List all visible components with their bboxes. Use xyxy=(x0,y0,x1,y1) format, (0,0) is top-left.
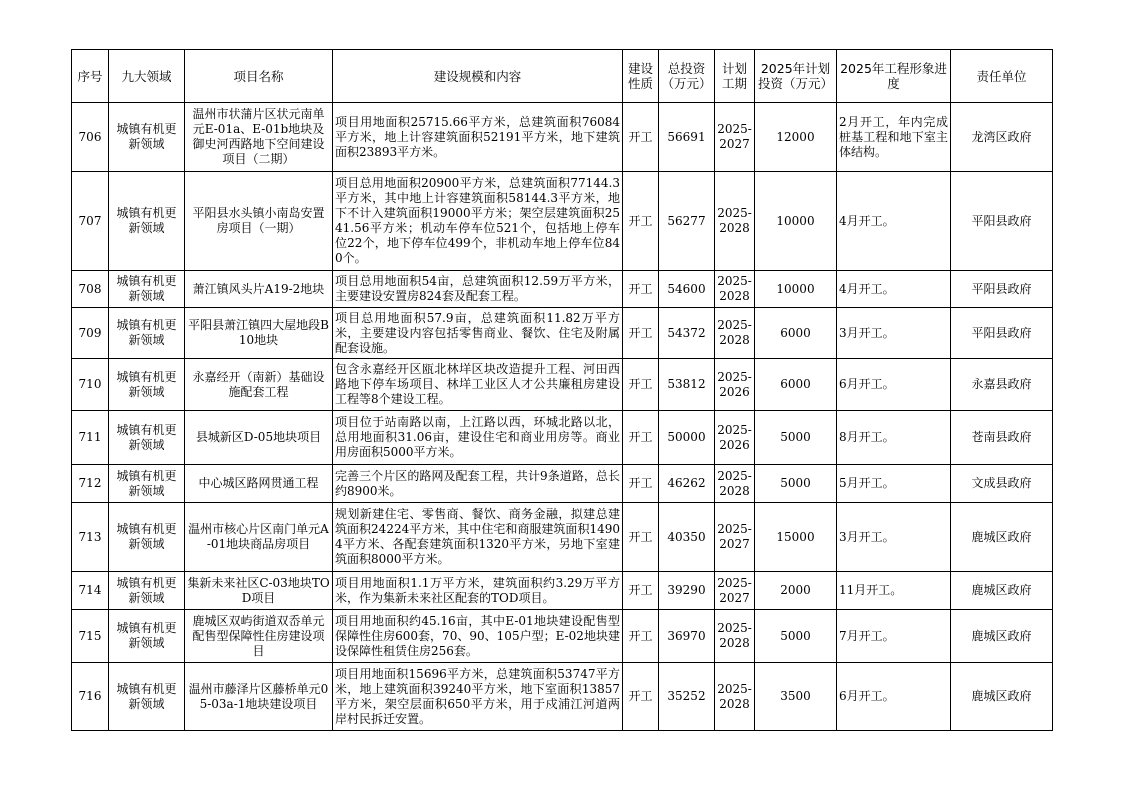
cell-content: 项目用地面积15696平方米，总建筑面积53747平方米，地上建筑面积39240平方米，地下室面积13857平方米，架空层面积650平方米，用于戍浦江河道两岸村民拆迁安置。 xyxy=(333,663,623,731)
cell-plan: 2000 xyxy=(755,572,837,610)
cell-unit: 苍南县政府 xyxy=(951,411,1053,465)
header-row xyxy=(72,50,1053,103)
cell-name: 温州市核心片区南门单元A-01地块商品房项目 xyxy=(185,503,333,572)
cell-content: 项目用地面积1.1万平方米，建筑面积约3.29万平方米，作为集新未来社区配套的TOD项目。 xyxy=(333,572,623,610)
cell-nature: 开工 xyxy=(623,271,659,308)
cell-name: 温州市藤泽片区藤桥单元05-03a-1地块建设项目 xyxy=(185,663,333,731)
header-plan-2025: 2025年计划投资（万元） xyxy=(755,50,837,103)
table-row xyxy=(72,103,1053,172)
cell-name: 集新未来社区C-03地块TOD项目 xyxy=(185,572,333,610)
cell-domain: 城镇有机更新领域 xyxy=(109,411,185,465)
header-progress-2025: 2025年工程形象进度 xyxy=(837,50,951,103)
cell-period: 2025-2028 xyxy=(715,663,755,731)
cell-nature: 开工 xyxy=(623,172,659,271)
cell-unit: 龙湾区政府 xyxy=(951,103,1053,172)
cell-progress: 11月开工。 xyxy=(837,572,951,610)
cell-plan: 15000 xyxy=(755,503,837,572)
cell-plan: 10000 xyxy=(755,271,837,308)
cell-progress: 8月开工。 xyxy=(837,411,951,465)
header-content: 建设规模和内容 xyxy=(333,50,623,103)
cell-seq: 711 xyxy=(72,411,109,465)
cell-content: 完善三个片区的路网及配套工程，共计9条道路，总长约8900米。 xyxy=(333,465,623,503)
cell-total: 46262 xyxy=(659,465,715,503)
cell-period: 2025-2026 xyxy=(715,359,755,411)
cell-period: 2025-2028 xyxy=(715,172,755,271)
cell-plan: 5000 xyxy=(755,465,837,503)
cell-progress: 6月开工。 xyxy=(837,359,951,411)
cell-unit: 鹿城区政府 xyxy=(951,503,1053,572)
cell-seq: 713 xyxy=(72,503,109,572)
cell-content: 项目用地面积25715.66平方米，总建筑面积76084平方米，地上计容建筑面积52191平方米，地下建筑面积23893平方米。 xyxy=(333,103,623,172)
cell-period: 2025-2027 xyxy=(715,503,755,572)
cell-plan: 5000 xyxy=(755,610,837,663)
cell-content: 规划新建住宅、零售商、餐饮、商务金融，拟建总建筑面积24224平方米，其中住宅和商服建筑面积14904平方米、各配套建筑面积1320平方米，另地下室建筑面积8000平方米。 xyxy=(333,503,623,572)
cell-content: 项目总用地面积57.9亩，总建筑面积11.82万平方米，主要建设内容包括零售商业、餐饮、住宅及附属配套设施。 xyxy=(333,308,623,359)
cell-nature: 开工 xyxy=(623,572,659,610)
cell-total: 54600 xyxy=(659,271,715,308)
table-row xyxy=(72,271,1053,308)
cell-name: 平阳县萧江镇四大屋地段B10地块 xyxy=(185,308,333,359)
cell-content: 项目总用地面积20900平方米，总建筑面积77144.3平方米，其中地上计容建筑面积58144.3平方米，地下不计入建筑面积19000平方米；架空层建筑面积2541.56平方米；机动车停车位521个，包括地上停车位22个，地下停车位499个，非机动车地上停车位840个。 xyxy=(333,172,623,271)
header-domain: 九大领域 xyxy=(109,50,185,103)
project-table xyxy=(71,49,1053,731)
cell-name: 平阳县水头镇小南岛安置房项目（一期） xyxy=(185,172,333,271)
cell-unit: 文成县政府 xyxy=(951,465,1053,503)
table-row xyxy=(72,503,1053,572)
cell-seq: 707 xyxy=(72,172,109,271)
cell-period: 2025-2028 xyxy=(715,465,755,503)
cell-seq: 708 xyxy=(72,271,109,308)
cell-seq: 716 xyxy=(72,663,109,731)
cell-seq: 714 xyxy=(72,572,109,610)
cell-progress: 3月开工。 xyxy=(837,308,951,359)
cell-name: 鹿城区双屿街道双岙单元配售型保障性住房建设项目 xyxy=(185,610,333,663)
cell-nature: 开工 xyxy=(623,465,659,503)
cell-total: 40350 xyxy=(659,503,715,572)
cell-progress: 4月开工。 xyxy=(837,271,951,308)
cell-name: 县城新区D-05地块项目 xyxy=(185,411,333,465)
cell-seq: 712 xyxy=(72,465,109,503)
cell-unit: 平阳县政府 xyxy=(951,172,1053,271)
cell-total: 36970 xyxy=(659,610,715,663)
table-row xyxy=(72,359,1053,411)
cell-total: 54372 xyxy=(659,308,715,359)
cell-total: 53812 xyxy=(659,359,715,411)
cell-period: 2025-2028 xyxy=(715,271,755,308)
cell-plan: 12000 xyxy=(755,103,837,172)
cell-domain: 城镇有机更新领域 xyxy=(109,572,185,610)
cell-nature: 开工 xyxy=(623,359,659,411)
cell-total: 56691 xyxy=(659,103,715,172)
cell-domain: 城镇有机更新领域 xyxy=(109,465,185,503)
cell-period: 2025-2028 xyxy=(715,610,755,663)
cell-progress: 3月开工。 xyxy=(837,503,951,572)
cell-seq: 709 xyxy=(72,308,109,359)
table-row xyxy=(72,610,1053,663)
cell-nature: 开工 xyxy=(623,103,659,172)
table-row xyxy=(72,172,1053,271)
cell-plan: 6000 xyxy=(755,308,837,359)
cell-plan: 5000 xyxy=(755,411,837,465)
table-body xyxy=(72,103,1053,731)
header-period: 计划工期 xyxy=(715,50,755,103)
header-seq: 序号 xyxy=(72,50,109,103)
cell-domain: 城镇有机更新领域 xyxy=(109,503,185,572)
cell-seq: 710 xyxy=(72,359,109,411)
cell-period: 2025-2027 xyxy=(715,572,755,610)
cell-nature: 开工 xyxy=(623,411,659,465)
cell-domain: 城镇有机更新领域 xyxy=(109,663,185,731)
cell-content: 包含永嘉经开区瓯北林垟区块改造提升工程、河田西路地下停车场项目、林垟工业区人才公共廉租房建设工程等8个建设工程。 xyxy=(333,359,623,411)
cell-plan: 6000 xyxy=(755,359,837,411)
cell-period: 2025-2026 xyxy=(715,411,755,465)
cell-period: 2025-2028 xyxy=(715,308,755,359)
cell-domain: 城镇有机更新领域 xyxy=(109,610,185,663)
cell-progress: 2月开工，年内完成桩基工程和地下室主体结构。 xyxy=(837,103,951,172)
cell-total: 39290 xyxy=(659,572,715,610)
cell-domain: 城镇有机更新领域 xyxy=(109,308,185,359)
cell-unit: 鹿城区政府 xyxy=(951,610,1053,663)
cell-total: 50000 xyxy=(659,411,715,465)
cell-plan: 10000 xyxy=(755,172,837,271)
cell-seq: 715 xyxy=(72,610,109,663)
cell-domain: 城镇有机更新领域 xyxy=(109,103,185,172)
cell-domain: 城镇有机更新领域 xyxy=(109,271,185,308)
cell-nature: 开工 xyxy=(623,610,659,663)
cell-progress: 5月开工。 xyxy=(837,465,951,503)
cell-content: 项目位于站南路以南，上江路以西，环城北路以北，总用地面积31.06亩，建设住宅和商业用房等。商业用房面积5000平方米。 xyxy=(333,411,623,465)
table-row xyxy=(72,572,1053,610)
table-row xyxy=(72,308,1053,359)
cell-nature: 开工 xyxy=(623,503,659,572)
cell-unit: 平阳县政府 xyxy=(951,308,1053,359)
cell-unit: 永嘉县政府 xyxy=(951,359,1053,411)
table-row xyxy=(72,465,1053,503)
header-name: 项目名称 xyxy=(185,50,333,103)
cell-unit: 平阳县政府 xyxy=(951,271,1053,308)
header-unit: 责任单位 xyxy=(951,50,1053,103)
cell-unit: 鹿城区政府 xyxy=(951,572,1053,610)
table-row xyxy=(72,411,1053,465)
header-total-investment: 总投资（万元） xyxy=(659,50,715,103)
cell-total: 56277 xyxy=(659,172,715,271)
cell-domain: 城镇有机更新领域 xyxy=(109,359,185,411)
cell-name: 中心城区路网贯通工程 xyxy=(185,465,333,503)
cell-content: 项目总用地面积54亩，总建筑面积12.59万平方米，主要建设安置房824套及配套工程。 xyxy=(333,271,623,308)
cell-progress: 6月开工。 xyxy=(837,663,951,731)
cell-content: 项目用地面积约45.16亩，其中E-01地块建设配售型保障性住房600套，70、90、105户型；E-02地块建设保障性租赁住房256套。 xyxy=(333,610,623,663)
table-row xyxy=(72,663,1053,731)
cell-progress: 7月开工。 xyxy=(837,610,951,663)
cell-domain: 城镇有机更新领域 xyxy=(109,172,185,271)
header-nature: 建设性质 xyxy=(623,50,659,103)
cell-plan: 3500 xyxy=(755,663,837,731)
cell-period: 2025-2027 xyxy=(715,103,755,172)
cell-total: 35252 xyxy=(659,663,715,731)
cell-nature: 开工 xyxy=(623,663,659,731)
cell-nature: 开工 xyxy=(623,308,659,359)
cell-seq: 706 xyxy=(72,103,109,172)
cell-name: 萧江镇风头片A19-2地块 xyxy=(185,271,333,308)
cell-name: 温州市状蒲片区状元南单元E-01a、E-01b地块及御史河西路地下空间建设项目（二期） xyxy=(185,103,333,172)
cell-progress: 4月开工。 xyxy=(837,172,951,271)
cell-unit: 鹿城区政府 xyxy=(951,663,1053,731)
cell-name: 永嘉经开（南新）基础设施配套工程 xyxy=(185,359,333,411)
